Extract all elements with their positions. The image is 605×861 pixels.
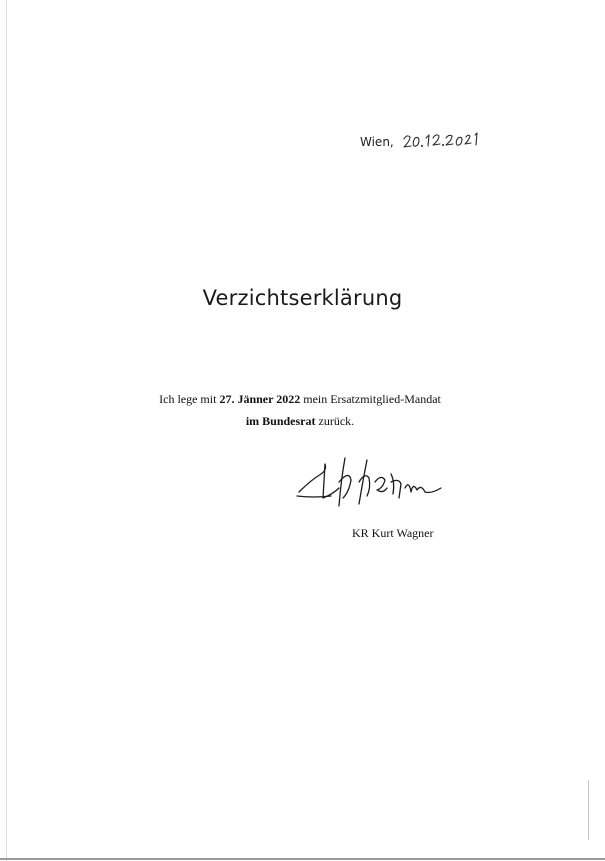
handwritten-signature	[293, 452, 453, 520]
effective-date: 27. Jänner 2022	[219, 392, 301, 406]
declaration-line-1	[120, 388, 480, 410]
scan-edge-right	[588, 780, 589, 840]
place-label: Wien,	[360, 135, 394, 149]
line1-text-start: Ich lege mit	[159, 392, 220, 406]
place-date-line	[360, 130, 481, 154]
line1-text-end: mein Ersatzmitglied-Mandat	[300, 392, 441, 406]
line2-text-end: zurück.	[315, 414, 355, 428]
scan-edge-left	[6, 0, 7, 861]
signatory-name: KR Kurt Wagner	[352, 526, 434, 540]
institution-name: im Bundesrat	[245, 414, 316, 428]
document-title: Verzichtserklärung	[202, 286, 403, 310]
declaration-line-2	[120, 410, 480, 432]
declaration-text	[120, 388, 480, 432]
handwritten-date	[401, 130, 481, 154]
scan-edge-bottom	[0, 858, 605, 860]
